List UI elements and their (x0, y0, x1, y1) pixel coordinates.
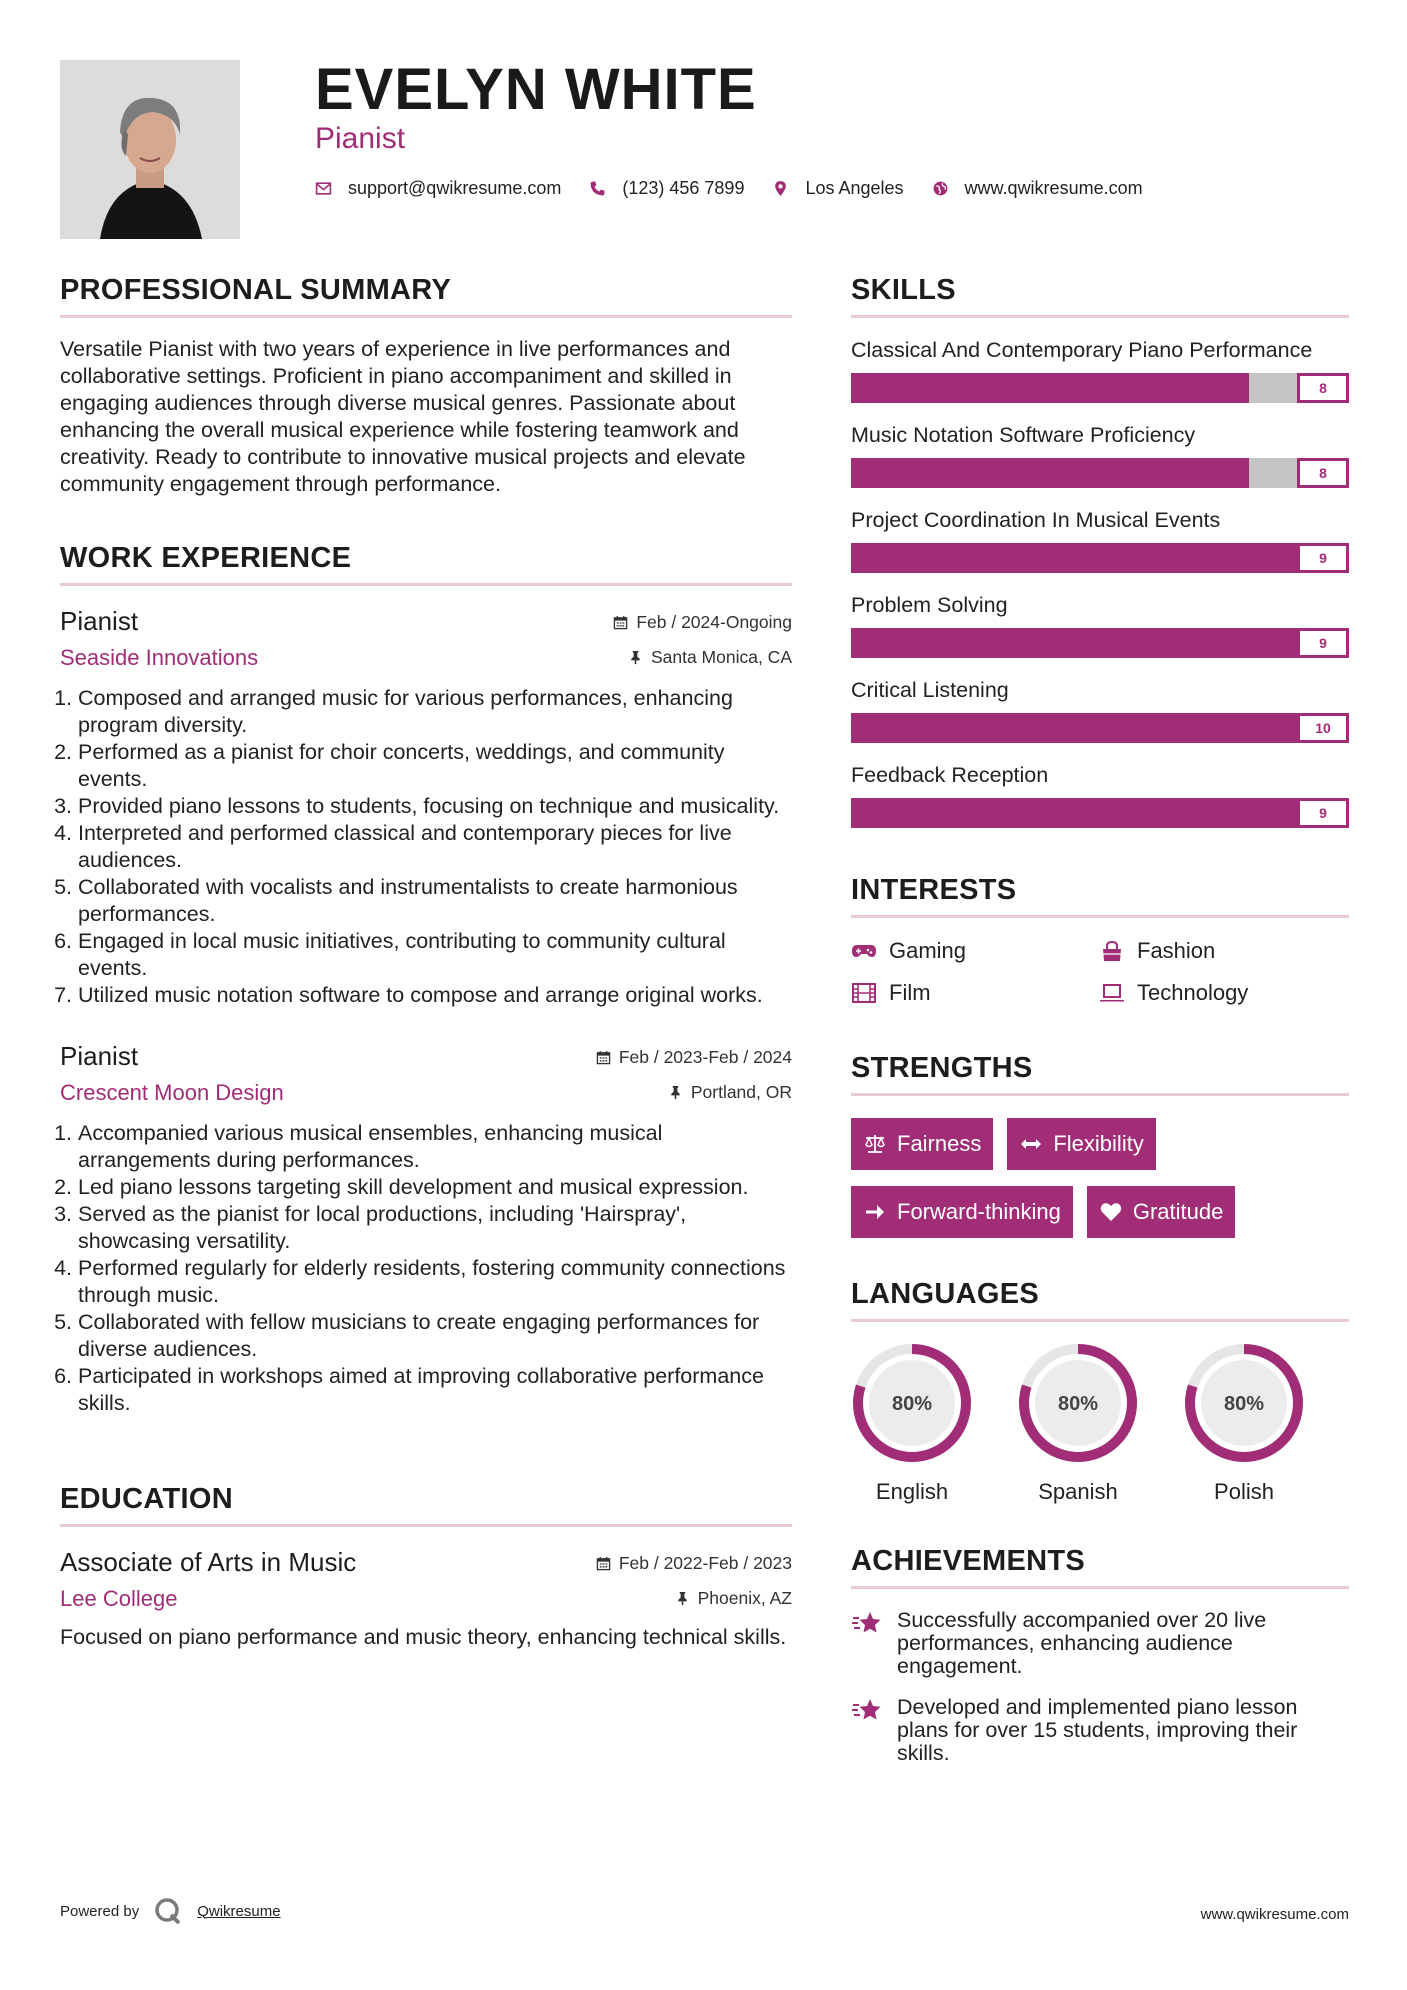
skill-bar (851, 628, 1349, 658)
gamepad-icon (851, 940, 877, 962)
arrow-right-icon (863, 1200, 887, 1224)
skill-fill (851, 373, 1249, 403)
education-school: Lee College (60, 1586, 178, 1611)
interest-label: Gaming (889, 938, 967, 963)
list-item: 3. Served as the pianist for local productions, including 'Hairspray', showcasing versatility. (78, 1201, 792, 1255)
education-degree: Associate of Arts in Music (60, 1547, 357, 1577)
skills-list (851, 336, 1349, 828)
list-item: 3. Provided piano lessons to students, focusing on technique and musicality. (78, 793, 792, 820)
language-item (1017, 1342, 1139, 1505)
job-responsibilities (60, 1120, 792, 1417)
achievement-item (851, 1609, 1349, 1678)
job-location-text: Santa Monica, CA (650, 647, 792, 667)
skill-bar (851, 713, 1349, 743)
language-name: English (875, 1479, 949, 1504)
skill-track (851, 373, 1349, 403)
interest-item (851, 980, 1099, 1006)
skill-track (851, 543, 1349, 573)
strength-label: Flexibility (1053, 1131, 1144, 1156)
skill-value: 8 (1297, 373, 1349, 403)
skill-bar (851, 373, 1349, 403)
calendar-icon (613, 615, 628, 630)
pushpin-icon (628, 650, 643, 665)
envelope-icon (315, 180, 332, 197)
arrows-icon (1019, 1132, 1043, 1156)
strength-label: Forward-thinking (897, 1199, 1061, 1224)
skill-bar (851, 458, 1349, 488)
education-entry (60, 1547, 792, 1651)
strength-badge (851, 1186, 1073, 1238)
footer-powered (60, 1896, 281, 1926)
education-heading: EDUCATION (60, 1483, 792, 1527)
education-description: Focused on piano performance and music theory, enhancing technical skills. (60, 1625, 787, 1649)
contact-website[interactable] (932, 178, 1143, 199)
footer-website[interactable]: www.qwikresume.com (1200, 1906, 1349, 1923)
job-dates-text: Feb / 2023-Feb / 2024 (618, 1047, 792, 1067)
skill-value: 8 (1297, 458, 1349, 488)
skill-bar (851, 543, 1349, 573)
film-icon (851, 982, 877, 1004)
list-item: 1. Accompanied various musical ensembles, enhancing musical arrangements during performances. (78, 1120, 792, 1174)
strength-label: Fairness (897, 1131, 982, 1156)
contact-phone[interactable] (589, 178, 744, 199)
job-responsibilities (60, 685, 792, 1009)
list-item: 2. Performed as a pianist for choir concerts, weddings, and community events. (78, 739, 792, 793)
globe-icon (932, 180, 949, 197)
job-role: Pianist (60, 606, 139, 636)
strength-badge (1007, 1118, 1155, 1170)
skill-value: 9 (1297, 543, 1349, 573)
location-text: Los Angeles (805, 178, 904, 198)
skill-fill (851, 458, 1249, 488)
job-entry (60, 606, 792, 1009)
job-company: Seaside Innovations (60, 645, 259, 670)
achievement-item (851, 1696, 1349, 1765)
language-ring (1017, 1342, 1139, 1464)
star-award-icon (851, 1609, 883, 1639)
star-award-icon (851, 1696, 883, 1726)
phone-icon (589, 180, 606, 197)
interests-list (851, 938, 1349, 1006)
strengths-heading: STRENGTHS (851, 1052, 1349, 1096)
skill-value: 10 (1297, 713, 1349, 743)
skill-name: Project Coordination In Musical Events (851, 508, 1221, 532)
contact-location (772, 178, 903, 199)
language-name: Spanish (1038, 1479, 1118, 1504)
interest-label: Fashion (1137, 938, 1216, 963)
left-column (60, 274, 792, 1651)
summary-heading: PROFESSIONAL SUMMARY (60, 274, 792, 318)
interest-item (851, 938, 1099, 964)
map-pin-icon (772, 180, 789, 197)
interest-label: Film (889, 980, 931, 1005)
languages-heading: LANGUAGES (851, 1278, 1349, 1322)
skill-fill (851, 628, 1299, 658)
website-text: www.qwikresume.com (964, 178, 1143, 198)
interests-heading: INTERESTS (851, 874, 1349, 918)
job-dates (596, 1047, 792, 1068)
candidate-name: EVELYN WHITE (315, 57, 757, 122)
skill-item (851, 761, 1349, 828)
skill-fill (851, 798, 1299, 828)
language-ring (851, 1342, 973, 1464)
experience-heading: WORK EXPERIENCE (60, 542, 792, 586)
job-entry (60, 1041, 792, 1417)
list-item: 2. Led piano lessons targeting skill development and musical expression. (78, 1174, 792, 1201)
list-item: 5. Collaborated with vocalists and instrumentalists to create harmonious performances. (78, 874, 792, 928)
language-percent: 80% (1057, 1393, 1099, 1415)
education-location-text: Phoenix, AZ (697, 1588, 792, 1608)
list-item: 1. Composed and arranged music for various performances, enhancing program diversity. (78, 685, 792, 739)
qwikresume-logo-icon (153, 1896, 183, 1926)
languages-list (851, 1342, 1349, 1505)
portrait-image (60, 60, 240, 239)
profile-photo (60, 60, 240, 239)
interest-label: Technology (1137, 980, 1249, 1005)
education-location (675, 1588, 792, 1609)
phone-text: (123) 456 7899 (622, 178, 745, 198)
achievement-text: Successfully accompanied over 20 live performances, enhancing audience engagement. (897, 1608, 1267, 1678)
heart-icon (1099, 1200, 1123, 1224)
calendar-icon (596, 1556, 611, 1571)
list-item: 6. Engaged in local music initiatives, contributing to community cultural events. (78, 928, 792, 982)
skill-value: 9 (1297, 798, 1349, 828)
skill-item (851, 591, 1349, 658)
skill-item (851, 506, 1349, 573)
language-percent: 80% (891, 1393, 933, 1415)
contact-email[interactable] (315, 178, 561, 199)
skill-value: 9 (1297, 628, 1349, 658)
interest-item (1099, 938, 1347, 964)
skill-name: Music Notation Software Proficiency (851, 423, 1196, 447)
skill-name: Classical And Contemporary Piano Performance (851, 338, 1313, 362)
contact-bar (315, 178, 1171, 199)
skill-item (851, 676, 1349, 743)
skill-name: Critical Listening (851, 678, 1009, 702)
skill-fill (851, 713, 1349, 743)
language-percent: 80% (1223, 1393, 1265, 1415)
skill-item (851, 421, 1349, 488)
skill-fill (851, 543, 1299, 573)
achievement-text: Developed and implemented piano lesson plans for over 15 students, improving their skills. (897, 1695, 1298, 1765)
job-role: Pianist (60, 1041, 139, 1071)
scale-icon (863, 1132, 887, 1156)
list-item: 4. Performed regularly for elderly residents, fostering community connections through music. (78, 1255, 792, 1309)
summary-text: Versatile Pianist with two years of experience in live performances and collaborative settings. Proficient in piano accompaniment and skilled in engaging audiences through diverse musical genres. Passionate about enhancing the overall musical experience while fostering teamwork and creativity. Ready to contribute to innovative musical projects and elevate community engagement through performance. (60, 337, 746, 496)
pushpin-icon (668, 1085, 683, 1100)
right-column (851, 274, 1349, 1765)
candidate-title: Pianist (315, 122, 406, 155)
list-item: 7. Utilized music notation software to compose and arrange original works. (78, 982, 792, 1009)
list-item: 5. Collaborated with fellow musicians to create engaging performances for diverse audiences. (78, 1309, 792, 1363)
job-dates (613, 612, 792, 633)
education-dates-text: Feb / 2022-Feb / 2023 (618, 1553, 792, 1573)
list-item: 4. Interpreted and performed classical and contemporary pieces for live audiences. (78, 820, 792, 874)
strength-badge (1087, 1186, 1236, 1238)
laptop-icon (1099, 982, 1125, 1004)
skill-track (851, 798, 1349, 828)
skill-name: Feedback Reception (851, 763, 1049, 787)
powered-by-text: Powered by (60, 1902, 140, 1920)
skill-name: Problem Solving (851, 593, 1008, 617)
language-ring (1183, 1342, 1305, 1464)
skills-heading: SKILLS (851, 274, 1349, 318)
achievements-list (851, 1609, 1349, 1765)
language-item (1183, 1342, 1305, 1505)
brand-link[interactable]: Qwikresume (197, 1902, 281, 1920)
language-name: Polish (1214, 1479, 1274, 1504)
job-location (668, 1082, 792, 1103)
interest-item (1099, 980, 1347, 1006)
email-text: support@qwikresume.com (348, 178, 562, 198)
strengths-list (851, 1118, 1349, 1238)
language-item (851, 1342, 973, 1505)
skill-track (851, 458, 1349, 488)
skill-bar (851, 798, 1349, 828)
education-dates (596, 1553, 792, 1574)
achievements-heading: ACHIEVEMENTS (851, 1545, 1349, 1589)
job-company: Crescent Moon Design (60, 1080, 284, 1105)
job-location (628, 647, 792, 668)
skill-track (851, 713, 1349, 743)
calendar-icon (596, 1050, 611, 1065)
strength-badge (851, 1118, 993, 1170)
strength-label: Gratitude (1132, 1199, 1224, 1224)
list-item: 6. Participated in workshops aimed at improving collaborative performance skills. (78, 1363, 792, 1417)
job-location-text: Portland, OR (690, 1082, 792, 1102)
bag-icon (1099, 940, 1125, 962)
job-dates-text: Feb / 2024-Ongoing (636, 612, 792, 632)
skill-track (851, 628, 1349, 658)
pushpin-icon (675, 1591, 690, 1606)
skill-item (851, 336, 1349, 403)
